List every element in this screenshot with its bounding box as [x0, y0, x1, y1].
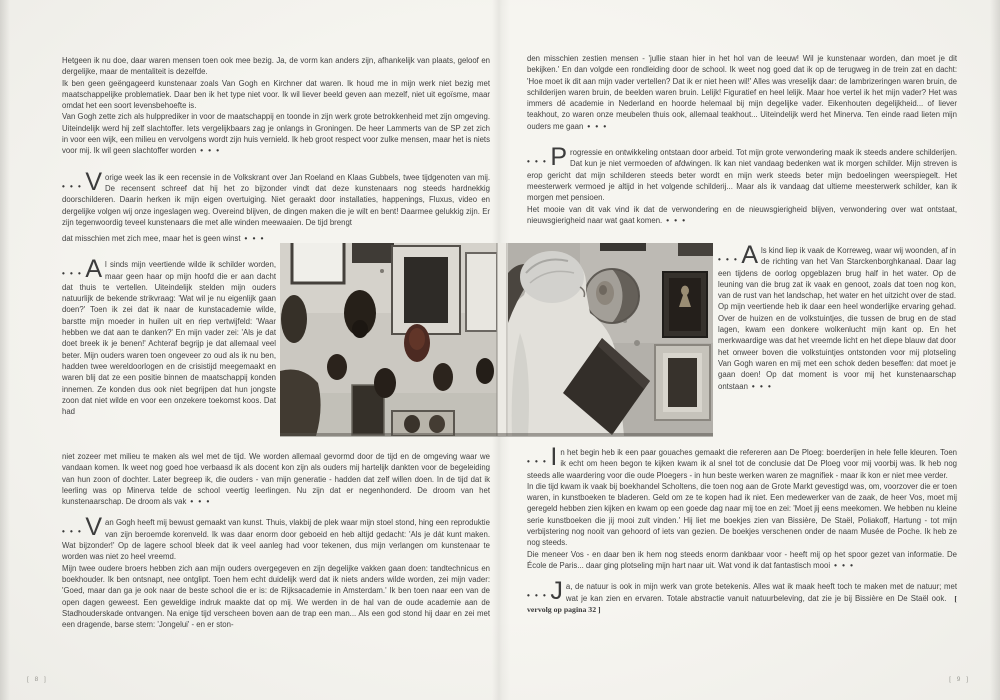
end-bullets: • • •	[834, 560, 855, 570]
end-bullets: • • •	[200, 146, 221, 156]
dropcap-letter: J	[550, 577, 563, 606]
paragraph-text: Ik ben geen geëngageerd kunstenaar zoals Van Gogh en Kirchner dat waren. Ik houd me in mijn werk niet bezig met maatschappelijke problematiek. Daar ben ik het type niet voor. Ik wil liever beeld geven aan mezelf, niet uit egoïsme, maar omdat het een soort levensbehoefte is.	[62, 78, 490, 111]
paragraph-text: an Gogh heeft mij bewust gemaakt van kunst. Thuis, vlakbij de plek waar mijn stoel stond, hing een reproduktie van zijn beroemde korenveld. Ik was daar enorm door geboeid en heb altijd gedacht: 'Als je dát kunt maken. Wat bijzonder!' Op de lagere school bleek dat ik veel aanleg had voor tekenen, dus mijn verlangen om kunstenaar te worden was niet zo heel vreemd.	[62, 518, 490, 562]
lead-bullets: • • •	[62, 527, 83, 537]
paragraph-ploeg-3	[527, 549, 957, 572]
right-page-bottom-block	[527, 443, 957, 615]
paragraph-text: Van Gogh zette zich als hulpprediker in voor de maatschappij en toonde in zijn werk grote betrokkenheid met zijn omgeving. Uiteindelijk werd hij zelf slachtoffer. Iets vergelijkbaars zag je onlangs in Groningen. De heer Lammerts van de SP zet zich in voor een wijk, een milieu en vervolgens wordt zijn huis vernield. Ik heb groot respect voor zulke mensen, maar het is niets voor mij. Ik wil geen slachtoffer worden	[62, 112, 490, 156]
lead-bullets: • • •	[62, 181, 83, 191]
left-page-top-block	[62, 55, 490, 228]
paragraph-vangogh-2	[62, 563, 490, 631]
end-bullets: • • •	[190, 497, 211, 507]
left-page-number: [ 8 ]	[27, 676, 48, 683]
paragraph-ploeg-2	[527, 481, 957, 549]
paragraph-youth-continued	[62, 451, 490, 507]
paragraph-text: n het begin heb ik een paar gouaches gemaakt die refereren aan De Ploeg: boerderijen in hele felle kleuren. Toen ik echt om heen begon te kijken kwam ik al snel tot de conclusie dat De Ploeg voor mij voorbij was. Ik heb nog steeds alle waardering voor die oude Ploegers - in hun beste werken waren ze magnifiek - maar ik kon er niet mee verder.	[527, 448, 957, 480]
paragraph-korreweg	[718, 241, 956, 392]
paragraph-text: ls kind liep ik vaak de Korreweg, waar wij woonden, af in de richting van het Van Starckenborghkanaal. Daar lag een tijdens de oorlog opgeblazen brug half in het water. Op de leuning van die brug zat ik vaak en genoot, zoals dat toen nog kon, van de rust van het landschap, het water en het uitzicht over de stad. Op mijn veertiende heb ik daar een heel wonderlijke ervaring gehad. Over de huizen en de volkstuintjes, die tussen de brug en de stad lagen, kwam een donkere wolkenlucht mijn kant op. En het merkwaardige was dat het vreemde licht en het diepe blauw dat door het onweer boven die volkstuintjes ontstonden voor mij plotseling Van Gogh waren en mij met een schok deden beseffen: dat moet je gaan doen! Op dat moment is voor mij het kunstenaarschap ontstaan	[718, 246, 956, 391]
paragraph-text: a, de natuur is ook in mijn werk van grote betekenis. Alles wat ik maak heeft toch te maken met de natuur; met wat je kan zien en ervaren. Totale abstractie vanuit natuurbeleving, dat zie je bij Bissière en De Staël ook.	[565, 582, 957, 603]
right-page-number: [ 9 ]	[949, 676, 970, 683]
paragraph-recensie-continued	[62, 233, 276, 244]
continuation-marker: [ vervolg op pagina 32 ]	[527, 593, 957, 614]
dropcap-letter: V	[85, 513, 103, 542]
dropcap-group	[62, 167, 103, 196]
right-page-top-block	[527, 53, 957, 226]
paragraph-text: orige week las ik een recensie in de Volkskrant over Jan Roeland en Klaas Gubbels, twee tijdgenoten van mij. De recensent schreef dat hij het zo bijzonder vindt dat deze kunstenaars nog steeds hardnekkig doorschilderen. Daarin herken ik mijn eigen overtuiging. Niet geraakt door installaties, happenings, Fluxus, video en dergelijke volgen wij onze ingeslagen weg. Overeind blijven, de dingen maken die je wilt en bent! Daarmee gelukkig zijn. Er zijn tegenwoordig teveel kunstenaars die met alle winden meewaaien. De tijd brengt	[62, 172, 490, 227]
lead-bullets: • • •	[718, 255, 739, 264]
right-page-narrow-column	[718, 241, 956, 392]
dropcap-group	[527, 577, 563, 606]
paragraph-intro-2	[62, 78, 490, 112]
end-bullets: • • •	[666, 215, 687, 225]
photo-illustration	[280, 243, 713, 436]
paragraph-intro-1	[62, 55, 490, 78]
paragraph-academie-continued	[527, 53, 957, 132]
end-bullets: • • •	[587, 121, 608, 131]
lead-bullets: • • •	[62, 269, 83, 279]
lead-bullets: • • •	[527, 457, 548, 466]
dropcap-letter: A	[741, 241, 759, 269]
paragraph-youth	[62, 255, 276, 417]
dropcap-group	[527, 443, 558, 471]
paragraph-text: Het mooie van dit vak vind ik dat de verwondering en de nieuwsgierigheid blijven, verwondering over wat ontstaat, nieuwsgierigheid naar wat gaat komen.	[527, 204, 957, 225]
paragraph-text: rogressie en ontwikkeling ontstaan door arbeid. Tot mijn grote verwondering maak ik steeds andere schilderijen. Dat kun je niet vermoeden of afdwingen. Ik kan niet vandaag bedenken wat ik morgen schilder. Mijn streven is erop gericht dat mijn schilderen steeds beter wordt en mijn werk steeds beter mijn bedoelingen weerspiegelt. Het meesterwerk vermoed je altijd in het volgende schilderij... Maar als ik vandaag dat ultieme meesterwerk schilder, kan ik morgen met pensioen.	[527, 148, 957, 203]
paragraph-progressie-2	[527, 204, 957, 227]
dropcap-group	[62, 255, 103, 284]
paragraph-vangogh	[62, 513, 490, 562]
paragraph-natuur	[527, 577, 957, 615]
left-page-narrow-column	[62, 233, 276, 417]
paragraph-text: Mijn twee oudere broers hebben zich aan mijn ouders overgegeven en zijn degelijke vakken gaan doen: tandtechnicus en boekhouder. Ik ben ontsnapt, nee ontglipt. Toen hem echt duidelijk werd dat ik niets anders wilde worden, zei mijn vader: 'Goed, maar dan ga je ook naar de beste school die er is: de Rijksacademie in Amsterdam.' Ik ben toen naar een van de open dagen geweest. Een geweldige indruk maakte dat op mij. We werden in de hal van de oude academie aan de Stadhouderskade ontvangen. Na enige tijd verscheen boven aan de trap een man... Als een god stond hij daar en zei met een dragende, barse stem: 'Jongelui' - en er ston-	[62, 563, 490, 630]
paragraph-ploeg	[527, 443, 957, 481]
dropcap-letter: I	[550, 443, 558, 471]
studio-photograph	[280, 243, 713, 436]
dropcap-letter: A	[85, 255, 103, 284]
paragraph-text: l sinds mijn veertiende wilde ik schilder worden, maar geen haar op mijn hoofd die er aan dacht dat thuis te vertellen. Uiteindelijk stelden mijn ouders natuurlijk de bekende strikvraag: 'Wat wil je nu eigenlijk gaan doen?' Toen ik zei dat ik naar de kunstacademie wilde, barstte mijn moeder in huilen uit en riep vertwijfeld: 'Waar hebben we dat aan te danken?' En mijn vader zei: 'Als je dat doet breek ik je benen!' Achteraf begrijp je dat allemaal veel beter. Mijn ouders waren toen ongeveer zo oud als ik nu ben, hadden twee wereldoorlogen en de crisistijd meegemaakt en waren blij dat ze een positie binnen de maatschappij konden innemen. Ze konden dus ook niet begrijpen dat hun jongste zoon dat niet wilde en voor een onzekere toekomst koos. Dat had	[62, 260, 276, 417]
left-page-bottom-block	[62, 451, 490, 630]
dropcap-group	[718, 241, 759, 269]
paragraph-intro-3	[62, 111, 490, 156]
paragraph-text: dat misschien met zich mee, maar het is geen winst	[62, 234, 241, 243]
dropcap-letter: V	[85, 167, 103, 196]
paragraph-progressie	[527, 143, 957, 203]
paragraph-text: In die tijd kwam ik vaak bij boekhandel Scholtens, die toen nog aan de Grote Markt gevestigd was, om, voorzover die er toen waren, in kunstboeken te bladeren. Geld om ze te kopen had ik niet. Een medewerker van de zaak, de heer Vos, moet mij geregeld hebben zien kijken en kwam op een goede dag naar mij toe en zei: 'Moet jij eens meekomen. We hebben nu kleine serie kunstboeken die jij mooi zult vinden.' Hij liet me boekjes zien van Bissière, De Staël, Poliakoff, Hartung - tot mijn verbijstering nog nooit van gehoord of iets van gezien. De boekjes verschenen onder de naam Musée de Poche. Ik heb ze nog steeds.	[527, 481, 957, 548]
paragraph-text: niet zozeer met milieu te maken als wel met de tijd. We worden allemaal gevormd door de tijd en de omgeving waar we vandaan komen. Ik weet nog goed hoe verbaasd ik als docent kon zijn als ouders mij hartelijk dankten voor de begeleiding van hun zoon of dochter. Later begreep ik, die ouders - van mijn generatie - hadden dat zelf willen doen. In de tijd dat ik leerling was op Minerva telde de school veertig leerlingen. Nu zijn dat er negenhonderd. De droom van het kunstenaarschap. De droom als vak	[62, 452, 490, 507]
paragraph-text: Hetgeen ik nu doe, daar waren mensen toen ook mee bezig. Ja, de vorm kan anders zijn, afhankelijk van plaats, geloof en dergelijke, maar de mentaliteit is dezelfde.	[62, 56, 490, 77]
paragraph-text: den misschien zestien mensen - 'jullie staan hier in het hol van de leeuw! Wil je kunstenaar worden, dan moet je dit bekijken.' En dan volgde een rondleiding door de school. Ik weet nog goed dat ik op de terugweg in de trein zat en dacht: 'Hoe moet ik dit aan mijn vader vertellen? Dat ik er niet heen wil!' Alles was vreselijk daar: de lambrizeringen waren bruin, de schilderijen waren bruin, de beelden waren bruin. Lelijk! Figuratief en heel lelijk. Maar hoe vertel ik het mijn vader? Het was immers dé academie in Nederland en hoorde helemaal bij mijn degelijke vader. Eikenhouten degelijkheid... of liever teakhout, zo waren onze meubelen thuis ook, allemaal teakhout... Uiteindelijk werd het Minerva. Ten einde raad lieten mijn ouders me gaan	[527, 54, 957, 131]
dropcap-group	[527, 143, 568, 172]
round-mirror	[585, 269, 639, 323]
dropcap-letter: P	[550, 143, 568, 172]
end-bullets: • • •	[244, 234, 265, 243]
end-bullets: • • •	[751, 381, 773, 391]
paragraph-recensie	[62, 167, 490, 228]
dropcap-group	[62, 513, 103, 542]
lead-bullets: • • •	[527, 157, 548, 167]
lead-bullets: • • •	[527, 591, 548, 601]
paragraph-text: Die meneer Vos - en daar ben ik hem nog steeds enorm dankbaar voor - heeft mij op het spoor gezet van informatie. De École de Paris... daar ging plotseling mijn hart naar uit. Wat vond ik dat fantastisch mooi	[527, 549, 957, 570]
page-gutter-fold	[497, 243, 507, 436]
